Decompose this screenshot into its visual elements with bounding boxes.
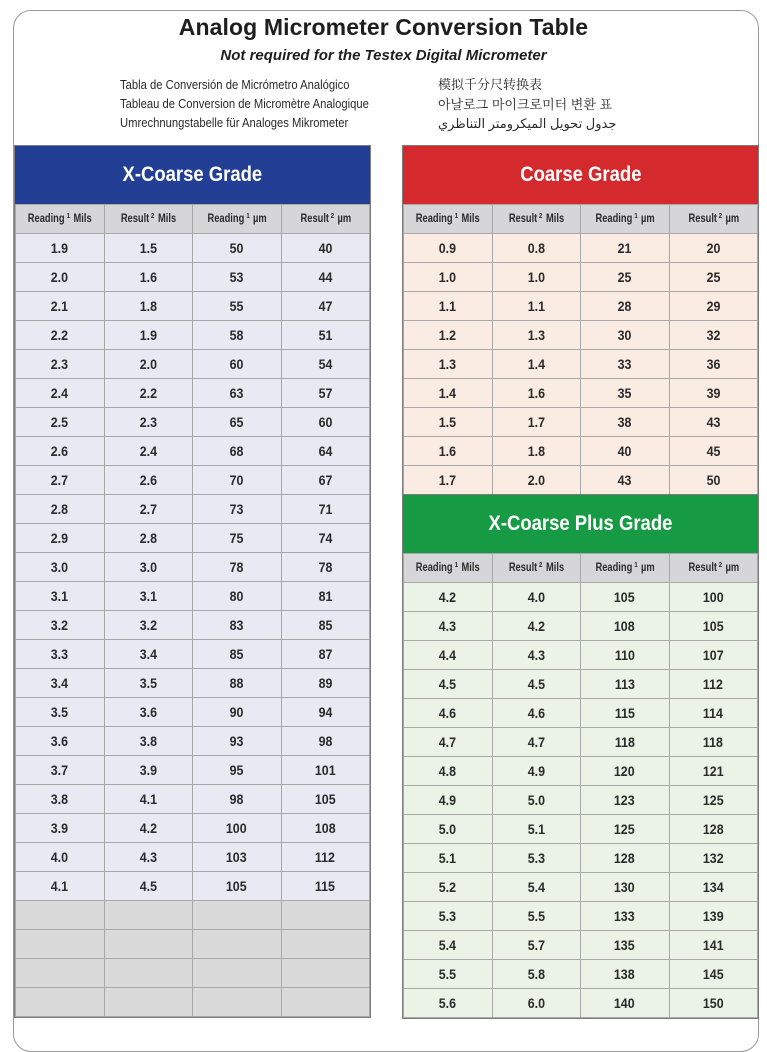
reading-mils-cell: 5.2: [404, 873, 493, 902]
result-mils-cell: 2.7: [104, 495, 193, 524]
reading-mils-cell: 0.9: [404, 234, 493, 263]
result-um-cell: 32: [669, 321, 758, 350]
table-row: [16, 582, 370, 611]
result-um-cell: 45: [669, 437, 758, 466]
reading-mils-cell: 3.9: [16, 814, 105, 843]
result-mils-cell: 4.9: [492, 757, 581, 786]
reading-mils-cell: 2.1: [16, 292, 105, 321]
reading-mils-cell: 4.4: [404, 641, 493, 670]
reading-mils-cell: 5.1: [404, 844, 493, 873]
page-title: Analog Micrometer Conversion Table: [178, 14, 589, 40]
result-mils-cell: 3.4: [104, 640, 193, 669]
reading-mils-cell: 3.7: [16, 756, 105, 785]
reading-um-cell: 55: [193, 292, 282, 321]
coarse-grade-panel: [402, 145, 759, 496]
reading-um-cell: 103: [193, 843, 282, 872]
result-um-cell: 74: [281, 524, 370, 553]
result-mils-cell: 1.9: [104, 321, 193, 350]
table-row: [404, 263, 758, 292]
reading-mils-cell: 2.3: [16, 350, 105, 379]
blank-cell: [193, 959, 282, 988]
column-header-row: [404, 205, 758, 234]
reading-um-cell: 108: [581, 612, 670, 641]
x-coarse-plus-grade-panel: [402, 494, 759, 1019]
result-um-cell: 94: [281, 698, 370, 727]
result-mils-cell: 4.2: [492, 612, 581, 641]
result-mils-cell: 3.8: [104, 727, 193, 756]
result-mils-cell: 2.0: [104, 350, 193, 379]
result-um-cell: 87: [281, 640, 370, 669]
reading-um-cell: 78: [193, 553, 282, 582]
result-mils-cell: 5.1: [492, 815, 581, 844]
reading-mils-cell: 5.3: [404, 902, 493, 931]
reading-um-cell: 95: [193, 756, 282, 785]
result-mils-cell: 1.5: [104, 234, 193, 263]
table-row: [16, 814, 370, 843]
table-row: [404, 989, 758, 1018]
reading-um-cell: 85: [193, 640, 282, 669]
result-um-cell: 47: [281, 292, 370, 321]
reading-um-cell: 88: [193, 669, 282, 698]
result-mils-cell: 3.9: [104, 756, 193, 785]
result-um-cell: 121: [669, 757, 758, 786]
result-mils-cell: 1.8: [492, 437, 581, 466]
result-um-cell: 78: [281, 553, 370, 582]
result-um-cell: 43: [669, 408, 758, 437]
table-row: [404, 466, 758, 495]
table-row: [16, 292, 370, 321]
table-row: [404, 931, 758, 960]
table-row: [16, 553, 370, 582]
reading-um-cell: 30: [581, 321, 670, 350]
table-row: [404, 844, 758, 873]
reading-mils-cell: 1.7: [404, 466, 493, 495]
table-row: [404, 583, 758, 612]
table-row: [404, 815, 758, 844]
table-row: [16, 843, 370, 872]
table-row: [404, 408, 758, 437]
translation-german: Umrechnungstabelle für Analoges Mikrometer: [120, 116, 349, 130]
reading-mils-cell: 3.3: [16, 640, 105, 669]
blank-cell: [193, 988, 282, 1017]
table-row: [404, 612, 758, 641]
reading-um-cell: 50: [193, 234, 282, 263]
reading-mils-cell: 3.6: [16, 727, 105, 756]
header-reading-um: Reading $^1$ µm: [581, 205, 670, 234]
reading-mils-cell: 4.7: [404, 728, 493, 757]
column-header-row: [404, 554, 758, 583]
translations-other: [438, 75, 616, 134]
table-row: [16, 234, 370, 263]
result-mils-cell: 6.0: [492, 989, 581, 1018]
result-um-cell: 112: [281, 843, 370, 872]
reading-mils-cell: 2.4: [16, 379, 105, 408]
reading-mils-cell: 2.0: [16, 263, 105, 292]
result-mils-cell: 1.4: [492, 350, 581, 379]
reading-um-cell: 105: [581, 583, 670, 612]
result-um-cell: 57: [281, 379, 370, 408]
table-row: [16, 495, 370, 524]
reading-um-cell: 43: [581, 466, 670, 495]
blank-cell: [104, 901, 193, 930]
reading-mils-cell: 4.5: [404, 670, 493, 699]
result-um-cell: 40: [281, 234, 370, 263]
result-um-cell: 100: [669, 583, 758, 612]
reading-mils-cell: 4.8: [404, 757, 493, 786]
reading-um-cell: 70: [193, 466, 282, 495]
result-um-cell: 50: [669, 466, 758, 495]
result-um-cell: 85: [281, 611, 370, 640]
table-row: [404, 379, 758, 408]
reading-mils-cell: 1.0: [404, 263, 493, 292]
reading-um-cell: 113: [581, 670, 670, 699]
reading-mils-cell: 2.2: [16, 321, 105, 350]
result-mils-cell: 3.6: [104, 698, 193, 727]
result-mils-cell: 4.0: [492, 583, 581, 612]
reading-mils-cell: 3.5: [16, 698, 105, 727]
table-row: [404, 902, 758, 931]
reading-mils-cell: 1.9: [16, 234, 105, 263]
result-mils-cell: 1.1: [492, 292, 581, 321]
result-mils-cell: 1.6: [492, 379, 581, 408]
blank-cell: [281, 901, 370, 930]
table-row: [404, 757, 758, 786]
result-um-cell: 36: [669, 350, 758, 379]
result-mils-cell: 4.3: [492, 641, 581, 670]
result-mils-cell: 4.1: [104, 785, 193, 814]
header-reading-mils: Reading $^1$ Mils: [404, 554, 493, 583]
reading-mils-cell: 1.2: [404, 321, 493, 350]
header-reading-mils: Reading $^1$ Mils: [404, 205, 493, 234]
coarse-grade-table: [403, 204, 758, 495]
reading-mils-cell: 4.0: [16, 843, 105, 872]
reading-mils-cell: 1.6: [404, 437, 493, 466]
result-um-cell: 67: [281, 466, 370, 495]
result-um-cell: 25: [669, 263, 758, 292]
reading-mils-cell: 2.7: [16, 466, 105, 495]
table-row: [16, 872, 370, 901]
result-mils-cell: 1.8: [104, 292, 193, 321]
result-mils-cell: 1.0: [492, 263, 581, 292]
table-row: [16, 611, 370, 640]
reading-um-cell: 138: [581, 960, 670, 989]
table-row: [16, 321, 370, 350]
header-reading-um: Reading $^1$ µm: [581, 554, 670, 583]
table-row: [16, 350, 370, 379]
result-um-cell: 51: [281, 321, 370, 350]
table-row: [404, 292, 758, 321]
reading-um-cell: 73: [193, 495, 282, 524]
result-mils-cell: 1.6: [104, 263, 193, 292]
reading-um-cell: 98: [193, 785, 282, 814]
reading-mils-cell: 2.9: [16, 524, 105, 553]
reading-um-cell: 110: [581, 641, 670, 670]
blank-row: [16, 901, 370, 930]
result-mils-cell: 2.2: [104, 379, 193, 408]
result-mils-cell: 5.4: [492, 873, 581, 902]
result-um-cell: 107: [669, 641, 758, 670]
table-row: [16, 524, 370, 553]
reading-um-cell: 35: [581, 379, 670, 408]
table-row: [404, 960, 758, 989]
reading-mils-cell: 3.1: [16, 582, 105, 611]
table-row: [16, 263, 370, 292]
result-um-cell: 64: [281, 437, 370, 466]
result-um-cell: 98: [281, 727, 370, 756]
reading-mils-cell: 4.3: [404, 612, 493, 641]
reading-mils-cell: 5.4: [404, 931, 493, 960]
result-um-cell: 105: [669, 612, 758, 641]
coarse-grade-title: Coarse Grade: [403, 146, 758, 204]
table-row: [16, 669, 370, 698]
reading-mils-cell: 1.3: [404, 350, 493, 379]
table-row: [404, 234, 758, 263]
blank-cell: [104, 930, 193, 959]
result-mils-cell: 5.5: [492, 902, 581, 931]
result-mils-cell: 2.4: [104, 437, 193, 466]
result-um-cell: 39: [669, 379, 758, 408]
result-mils-cell: 0.8: [492, 234, 581, 263]
blank-cell: [193, 901, 282, 930]
reading-um-cell: 118: [581, 728, 670, 757]
result-mils-cell: 1.7: [492, 408, 581, 437]
table-row: [404, 350, 758, 379]
blank-row: [16, 930, 370, 959]
table-row: [16, 698, 370, 727]
table-row: [16, 727, 370, 756]
reading-um-cell: 75: [193, 524, 282, 553]
result-mils-cell: 5.8: [492, 960, 581, 989]
result-um-cell: 60: [281, 408, 370, 437]
reading-um-cell: 125: [581, 815, 670, 844]
table-row: [16, 408, 370, 437]
translation-french: Tableau de Conversion de Micromètre Analogique: [120, 97, 369, 111]
blank-cell: [281, 959, 370, 988]
x-coarse-plus-grade-title: X-Coarse Plus Grade: [403, 495, 758, 553]
x-coarse-plus-grade-table: [403, 553, 758, 1018]
result-um-cell: 132: [669, 844, 758, 873]
table-row: [404, 699, 758, 728]
table-row: [404, 437, 758, 466]
table-row: [16, 379, 370, 408]
result-um-cell: 128: [669, 815, 758, 844]
reading-mils-cell: 5.5: [404, 960, 493, 989]
header-result-um: Result $^2$ µm: [281, 205, 370, 234]
reading-mils-cell: 5.0: [404, 815, 493, 844]
result-mils-cell: 4.3: [104, 843, 193, 872]
result-mils-cell: 4.7: [492, 728, 581, 757]
table-row: [16, 437, 370, 466]
result-mils-cell: 5.3: [492, 844, 581, 873]
result-um-cell: 29: [669, 292, 758, 321]
blank-cell: [193, 930, 282, 959]
column-header-row: [16, 205, 370, 234]
result-mils-cell: 5.0: [492, 786, 581, 815]
result-mils-cell: 2.6: [104, 466, 193, 495]
result-mils-cell: 4.6: [492, 699, 581, 728]
table-row: [404, 786, 758, 815]
reading-um-cell: 38: [581, 408, 670, 437]
result-mils-cell: 2.3: [104, 408, 193, 437]
translation-arabic: جدول تحويل الميكرومتر التناظري: [438, 116, 617, 131]
result-um-cell: 115: [281, 872, 370, 901]
reading-um-cell: 25: [581, 263, 670, 292]
table-row: [16, 756, 370, 785]
result-um-cell: 145: [669, 960, 758, 989]
page-subtitle: Not required for the Testex Digital Micrometer: [220, 47, 547, 64]
result-mils-cell: 3.1: [104, 582, 193, 611]
reading-mils-cell: 4.2: [404, 583, 493, 612]
reading-um-cell: 58: [193, 321, 282, 350]
result-mils-cell: 1.3: [492, 321, 581, 350]
result-um-cell: 71: [281, 495, 370, 524]
x-coarse-grade-title: X-Coarse Grade: [15, 146, 370, 204]
reading-um-cell: 28: [581, 292, 670, 321]
reading-um-cell: 33: [581, 350, 670, 379]
result-um-cell: 150: [669, 989, 758, 1018]
table-row: [404, 728, 758, 757]
reading-um-cell: 115: [581, 699, 670, 728]
result-um-cell: 118: [669, 728, 758, 757]
reading-um-cell: 105: [193, 872, 282, 901]
reading-um-cell: 90: [193, 698, 282, 727]
reading-mils-cell: 1.1: [404, 292, 493, 321]
header-result-mils: Result $^2$ Mils: [492, 554, 581, 583]
header-reading-mils: Reading $^1$ Mils: [16, 205, 105, 234]
blank-cell: [281, 930, 370, 959]
result-um-cell: 89: [281, 669, 370, 698]
blank-cell: [104, 959, 193, 988]
blank-cell: [104, 988, 193, 1017]
result-mils-cell: 4.5: [492, 670, 581, 699]
reading-um-cell: 130: [581, 873, 670, 902]
reading-um-cell: 60: [193, 350, 282, 379]
result-um-cell: 108: [281, 814, 370, 843]
reading-mils-cell: 1.4: [404, 379, 493, 408]
blank-cell: [16, 988, 105, 1017]
result-mils-cell: 2.8: [104, 524, 193, 553]
reading-mils-cell: 5.6: [404, 989, 493, 1018]
header-result-um: Result $^2$ µm: [669, 205, 758, 234]
result-um-cell: 54: [281, 350, 370, 379]
translation-spanish: Tabla de Conversión de Micrómetro Analógico: [120, 78, 350, 92]
table-row: [404, 641, 758, 670]
reading-mils-cell: 2.5: [16, 408, 105, 437]
result-mils-cell: 5.7: [492, 931, 581, 960]
header-result-mils: Result $^2$ Mils: [492, 205, 581, 234]
result-um-cell: 81: [281, 582, 370, 611]
reading-um-cell: 53: [193, 263, 282, 292]
reading-um-cell: 63: [193, 379, 282, 408]
x-coarse-grade-panel: [14, 145, 371, 1018]
table-row: [16, 466, 370, 495]
blank-cell: [16, 959, 105, 988]
table-row: [16, 640, 370, 669]
x-coarse-grade-table: [15, 204, 370, 1017]
reading-um-cell: 68: [193, 437, 282, 466]
blank-cell: [16, 901, 105, 930]
translation-korean: 아날로그 마이크로미터 변환 표: [438, 96, 613, 112]
reading-um-cell: 83: [193, 611, 282, 640]
result-um-cell: 141: [669, 931, 758, 960]
reading-um-cell: 123: [581, 786, 670, 815]
result-mils-cell: 3.0: [104, 553, 193, 582]
reading-mils-cell: 4.6: [404, 699, 493, 728]
reading-mils-cell: 2.6: [16, 437, 105, 466]
reading-um-cell: 100: [193, 814, 282, 843]
reading-um-cell: 128: [581, 844, 670, 873]
result-mils-cell: 4.2: [104, 814, 193, 843]
result-mils-cell: 4.5: [104, 872, 193, 901]
blank-cell: [16, 930, 105, 959]
result-mils-cell: 3.2: [104, 611, 193, 640]
reading-um-cell: 120: [581, 757, 670, 786]
reading-um-cell: 21: [581, 234, 670, 263]
translations-latin: [120, 76, 369, 133]
result-um-cell: 139: [669, 902, 758, 931]
header-reading-um: Reading $^1$ µm: [193, 205, 282, 234]
result-um-cell: 112: [669, 670, 758, 699]
reading-um-cell: 135: [581, 931, 670, 960]
reading-mils-cell: 1.5: [404, 408, 493, 437]
reading-mils-cell: 2.8: [16, 495, 105, 524]
reading-um-cell: 80: [193, 582, 282, 611]
result-um-cell: 20: [669, 234, 758, 263]
result-um-cell: 114: [669, 699, 758, 728]
table-row: [16, 785, 370, 814]
reading-mils-cell: 3.8: [16, 785, 105, 814]
reading-um-cell: 140: [581, 989, 670, 1018]
result-um-cell: 134: [669, 873, 758, 902]
header-result-um: Result $^2$ µm: [669, 554, 758, 583]
reading-mils-cell: 4.1: [16, 872, 105, 901]
result-um-cell: 44: [281, 263, 370, 292]
reading-um-cell: 93: [193, 727, 282, 756]
table-row: [404, 873, 758, 902]
reading-mils-cell: 3.4: [16, 669, 105, 698]
translation-chinese: 模拟千分尺转换表: [438, 77, 543, 92]
blank-row: [16, 988, 370, 1017]
reading-mils-cell: 4.9: [404, 786, 493, 815]
header-result-mils: Result $^2$ Mils: [104, 205, 193, 234]
reading-mils-cell: 3.0: [16, 553, 105, 582]
reading-mils-cell: 3.2: [16, 611, 105, 640]
result-mils-cell: 2.0: [492, 466, 581, 495]
table-row: [404, 321, 758, 350]
blank-row: [16, 959, 370, 988]
reading-um-cell: 65: [193, 408, 282, 437]
result-um-cell: 101: [281, 756, 370, 785]
result-um-cell: 125: [669, 786, 758, 815]
reading-um-cell: 40: [581, 437, 670, 466]
table-row: [404, 670, 758, 699]
blank-cell: [281, 988, 370, 1017]
result-mils-cell: 3.5: [104, 669, 193, 698]
reading-um-cell: 133: [581, 902, 670, 931]
result-um-cell: 105: [281, 785, 370, 814]
